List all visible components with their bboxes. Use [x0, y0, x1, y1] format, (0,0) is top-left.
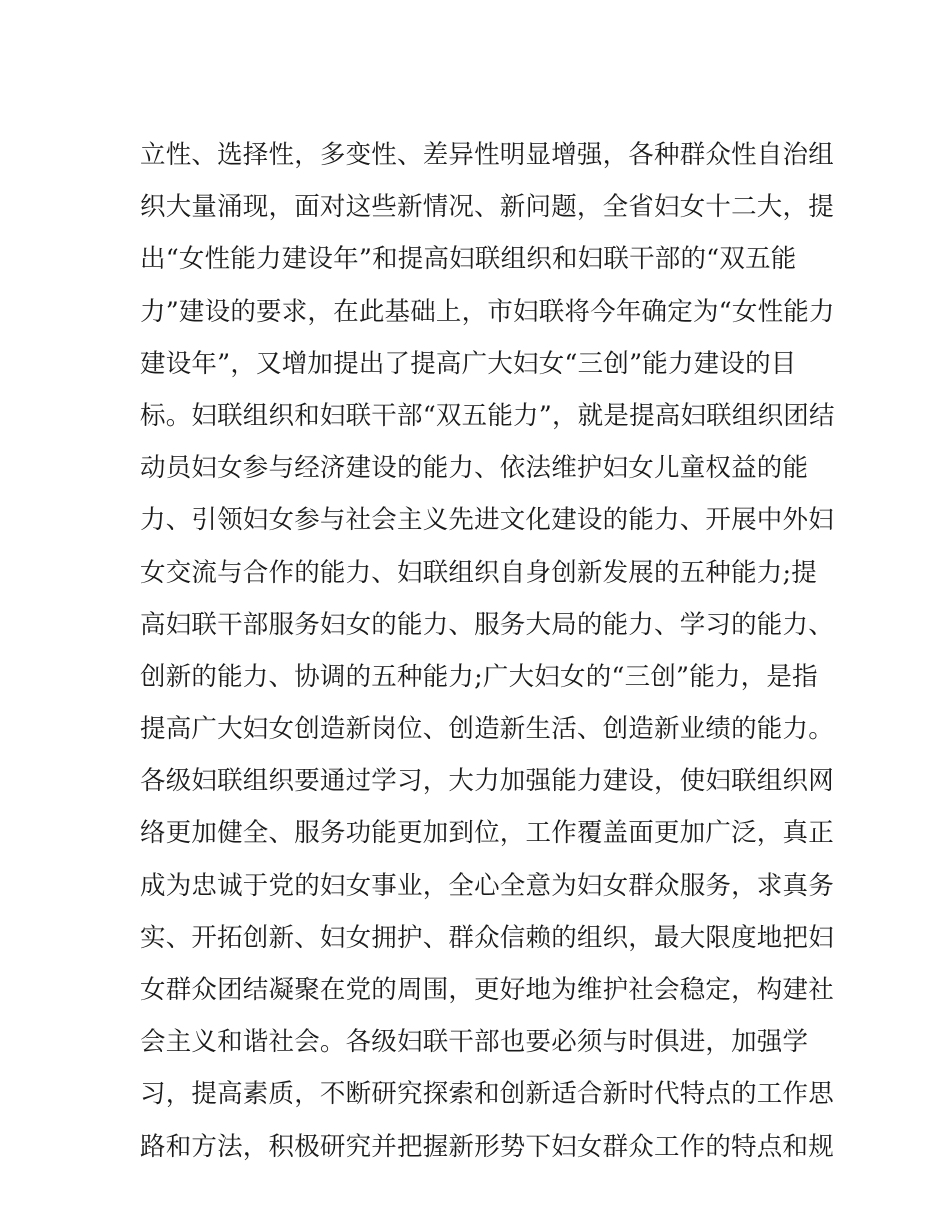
- text-line: 会主义和谐社会。各级妇联干部也要必须与时俱进，加强学: [140, 1027, 809, 1058]
- text-line: 提高广大妇女创造新岗位、创造新生活、创造新业绩的能力。: [140, 714, 834, 745]
- text-line: 各级妇联组织要通过学习，大力加强能力建设，使妇联组织网: [140, 766, 834, 797]
- text-line: 动员妇女参与经济建设的能力、依法维护妇女儿童权益的能: [140, 453, 809, 484]
- text-line: 女群众团结凝聚在党的周围，更好地为维护社会稳定，构建社: [140, 975, 834, 1005]
- text-line: 络更加健全、服务功能更加到位，工作覆盖面更加广泛，真正: [140, 818, 834, 849]
- text-line: 女交流与合作的能力、妇联组织自身创新发展的五种能力;提: [140, 557, 817, 588]
- text-line: 习，提高素质，不断研究探索和创新适合新时代特点的工作思: [140, 1079, 834, 1110]
- text-line: 力”建设的要求，在此基础上，市妇联将今年确定为“女性能力: [140, 296, 835, 327]
- text-line: 成为忠诚于党的妇女事业，全心全意为妇女群众服务，求真务: [140, 870, 834, 901]
- text-line: 高妇联干部服务妇女的能力、服务大局的能力、学习的能力、: [140, 609, 834, 640]
- text-line: 路和方法，积极研究并把握新形势下妇女群众工作的特点和规: [140, 1131, 834, 1162]
- text-line: 实、开拓创新、妇女拥护、群众信赖的组织，最大限度地把妇: [140, 922, 834, 953]
- text-line: 力、引领妇女参与社会主义先进文化建设的能力、开展中外妇: [140, 505, 834, 536]
- body-paragraph: [140, 129, 835, 1173]
- text-line: 标。妇联组织和妇联干部“双五能力”，就是提高妇联组织团结: [140, 400, 835, 431]
- text-line: 立性、选择性，多变性、差异性明显增强，各种群众性自治组: [140, 140, 834, 170]
- text-line: 织大量涌现，面对这些新情况、新问题，全省妇女十二大，提: [140, 192, 834, 223]
- text-line: 建设年”，又增加提出了提高广大妇女“三创”能力建设的目: [140, 348, 797, 379]
- text-line: 创新的能力、协调的五种能力;广大妇女的“三创”能力，是指: [140, 661, 818, 692]
- text-line: 出“女性能力建设年”和提高妇联组织和妇联干部的“双五能: [140, 244, 797, 275]
